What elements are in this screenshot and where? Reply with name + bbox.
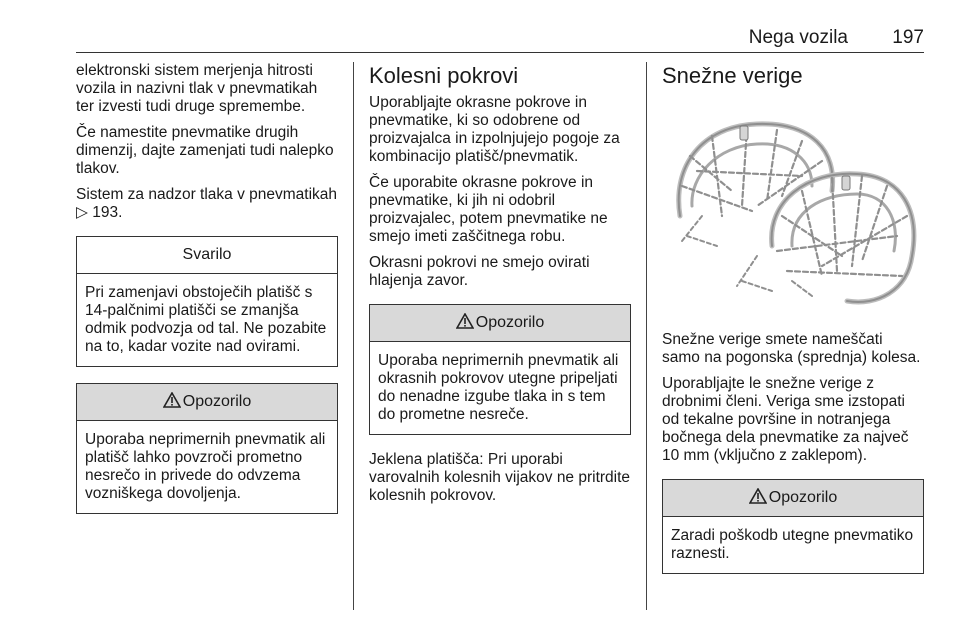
warning-header [77, 384, 337, 421]
warning-body: Uporaba neprimernih pnevmatik ali platišč lahko povzroči prometno nesrečo in privede do odvzema vozniškega dovoljenja. [85, 431, 326, 502]
page-header [76, 0, 924, 53]
paragraph: Snežne verige smete nameščati samo na pogonska (sprednja) kolesa. [662, 331, 921, 366]
paragraph: elektronski sistem merjenja hitrosti vozila in nazivni tlak v pnevmatikah ter izvesti tudi druge spremembe. [76, 62, 318, 115]
paragraph: Uporabljajte okrasne pokrove in pnevmatike, ki so odobrene od proizvajalca in izpolnjujejo pogoje za kombinacijo platišč/pnevmatik. [369, 94, 620, 165]
paragraph: Jeklena platišča: Pri uporabi varovalnih kolesnih vijakov ne pritrdite kolesnih pokrovov. [369, 451, 631, 504]
warning-body: Zaradi poškodb utegne pnevmatiko raznesti. [671, 527, 914, 562]
snow-chains-illustration [662, 96, 924, 316]
warning-box [662, 479, 924, 574]
column-divider [646, 62, 647, 610]
paragraph: Če uporabite okrasne pokrove in pnevmatike, ki jih ni odobril proizvajalec, potem pnevmatike ne smejo imeti zaščitnega robu. [369, 174, 608, 245]
warning-box [369, 304, 631, 435]
reference-text: Sistem za nadzor tlaka v pnevmatikah [76, 186, 338, 203]
warning-header [663, 480, 923, 517]
page-ref-arrow-icon: ▷ [76, 204, 88, 221]
warning-title: Opozorilo [475, 314, 545, 331]
section-heading: Kolesni pokrovi [369, 63, 519, 88]
warning-body: Uporaba neprimernih pnevmatik ali okrasnih pokrovov utegne pripeljati do nenadne izgube tlaka in s tem do prometne nesreče. [378, 352, 619, 423]
warning-header [370, 305, 630, 342]
paragraph: Če namestite pnevmatike drugih dimenzij, dajte zamenjati tudi nalepko tlakov. [76, 124, 334, 177]
warning-triangle-icon [749, 488, 767, 504]
warning-triangle-icon [163, 392, 181, 408]
section-title: Nega vozila [748, 27, 848, 48]
section-heading: Snežne verige [662, 63, 803, 88]
page-number: 197 [892, 27, 924, 48]
paragraph [76, 186, 338, 222]
notice-title: Svarilo [77, 237, 337, 274]
warning-box [76, 383, 338, 514]
notice-body: Pri zamenjavi obstoječih platišč s 14-palčnimi platišči se zmanjša odmik podvozja od tal. Ne pozabite na to, kadar vozite nad ovirami. [85, 284, 327, 355]
paragraph: Uporabljajte le snežne verige z drobnimi členi. Veriga sme izstopati od tekalne površine in notranjega bočnega dela pnevmatike za največ 10 mm (vključno z zaklepom). [662, 375, 909, 464]
warning-triangle-icon [456, 313, 474, 329]
notice-box [76, 236, 338, 367]
column-divider [353, 62, 354, 610]
column-2 [369, 62, 631, 513]
page-ref-link[interactable]: 193. [92, 204, 123, 221]
paragraph: Okrasni pokrovi ne smejo ovirati hlajenja zavor. [369, 254, 590, 289]
column-1 [76, 62, 338, 530]
column-3 [662, 62, 924, 590]
warning-title: Opozorilo [182, 393, 252, 410]
warning-title: Opozorilo [768, 489, 838, 506]
